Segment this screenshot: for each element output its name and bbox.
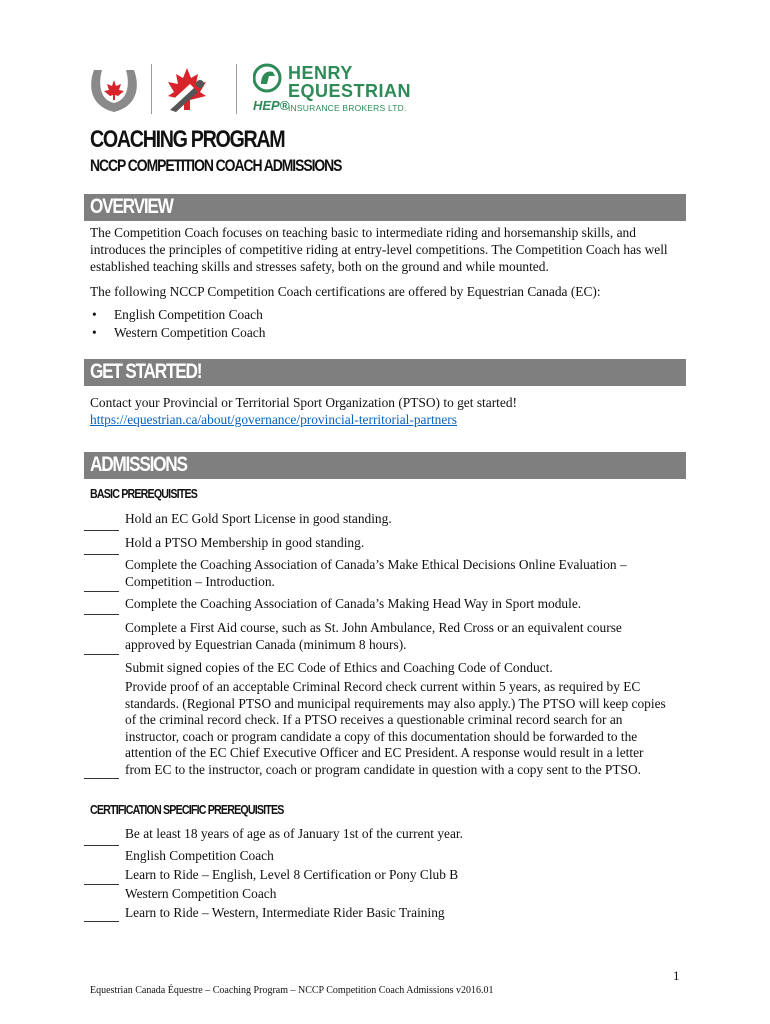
section-bar-get-started [84, 359, 686, 386]
list-item-text: English Competition Coach [114, 307, 263, 322]
ptso-link[interactable]: https://equestrian.ca/about/governance/provincial-territorial-partners [90, 412, 457, 427]
section-heading: OVERVIEW [90, 195, 173, 218]
prerequisite-item: Complete the Coaching Association of Canada’s Making Head Way in Sport module. [125, 596, 582, 611]
checkbox-line[interactable] [84, 884, 119, 885]
prerequisite-item: Learn to Ride – English, Level 8 Certification or Pony Club B [125, 867, 459, 882]
section-heading: GET STARTED! [90, 360, 202, 383]
certification-label: English Competition Coach [125, 848, 274, 863]
prerequisite-item: Be at least 18 years of age as of January 1st of the current year. [125, 826, 463, 841]
page-number: 1 [673, 968, 680, 983]
page-footer: Equestrian Canada Équestre – Coaching Program – NCCP Competition Coach Admissions v2016.01 [90, 985, 494, 996]
checkbox-line[interactable] [84, 591, 119, 592]
list-item: • English Competition Coach [92, 307, 263, 322]
list-item: • Western Competition Coach [92, 325, 266, 340]
checkbox-line[interactable] [84, 554, 119, 555]
prerequisite-item: Hold a PTSO Membership in good standing. [125, 535, 365, 550]
logo-divider [236, 64, 237, 114]
prerequisite-item: Learn to Ride – Western, Intermediate Rider Basic Training [125, 905, 445, 920]
page-title: COACHING PROGRAM [90, 126, 285, 153]
prerequisite-item: Submit signed copies of the EC Code of Ethics and Coaching Code of Conduct. [125, 660, 553, 675]
checkbox-line[interactable] [84, 614, 119, 615]
get-started-text: Contact your Provincial or Territorial Sport Organization (PTSO) to get started! [90, 395, 517, 410]
get-started-link-wrap [90, 411, 690, 428]
overview-paragraph: The Competition Coach focuses on teaching basic to intermediate riding and horsemanship skills, and introduces the principles of competitive riding at entry-level competitions. The Competition Coach has well established teaching skills and stresses safety, both on the ground and while mounted. [90, 225, 668, 274]
prerequisite-item: Hold an EC Gold Sport License in good standing. [125, 511, 392, 526]
checkbox-line[interactable] [84, 845, 119, 846]
logo-banner [88, 60, 428, 118]
hep-name-line3: INSURANCE BROKERS LTD. [288, 103, 407, 113]
certification-label: Western Competition Coach [125, 886, 277, 901]
prerequisite-item: Provide proof of an acceptable Criminal Record check current within 5 years, as required by EC standards. (Regional PTSO and municipal requirements may also apply.) The PTSO will keep copies of the criminal record check. If a PTSO receives a questionable criminal record search for an instructor, coach or program candidate a copy of this documentation should be forwarded to the attention of the EC Chief Executive Officer and EC President. A response would result in a letter from EC to the instructor, coach or program candidate in question with a copy sent to the PTSO. [125, 679, 666, 777]
checkbox-line[interactable] [84, 530, 119, 531]
section-bar-admissions [84, 452, 686, 479]
ec-maple-logo [160, 66, 214, 114]
checkbox-line[interactable] [84, 654, 119, 655]
section-heading: ADMISSIONS [90, 453, 187, 476]
checkbox-line[interactable] [84, 778, 119, 779]
overview-certifications-intro: The following NCCP Competition Coach certifications are offered by Equestrian Canada (EC): [90, 284, 601, 299]
prerequisite-item: Complete a First Aid course, such as St. John Ambulance, Red Cross or an equivalent course approved by Equestrian Canada (minimum 8 hours). [125, 620, 622, 652]
hep-abbr: HEP® [253, 98, 290, 113]
logo-divider [151, 64, 152, 114]
basic-prerequisites-heading: BASIC PREREQUISITES [90, 486, 198, 501]
checkbox-line[interactable] [84, 921, 119, 922]
hep-name-line2: EQUESTRIAN [288, 81, 412, 101]
horseshoe-maple-logo [88, 66, 140, 116]
list-item-text: Western Competition Coach [114, 325, 266, 340]
certification-prerequisites-heading: CERTIFICATION SPECIFIC PREREQUISITES [90, 802, 284, 817]
prerequisite-item: Complete the Coaching Association of Canada’s Make Ethical Decisions Online Evaluation – Competition – Introduction. [125, 557, 627, 589]
hep-name-line1: HENRY [288, 63, 353, 83]
section-bar-overview [84, 194, 686, 221]
page-subtitle: NCCP COMPETITION COACH ADMISSIONS [90, 156, 342, 175]
